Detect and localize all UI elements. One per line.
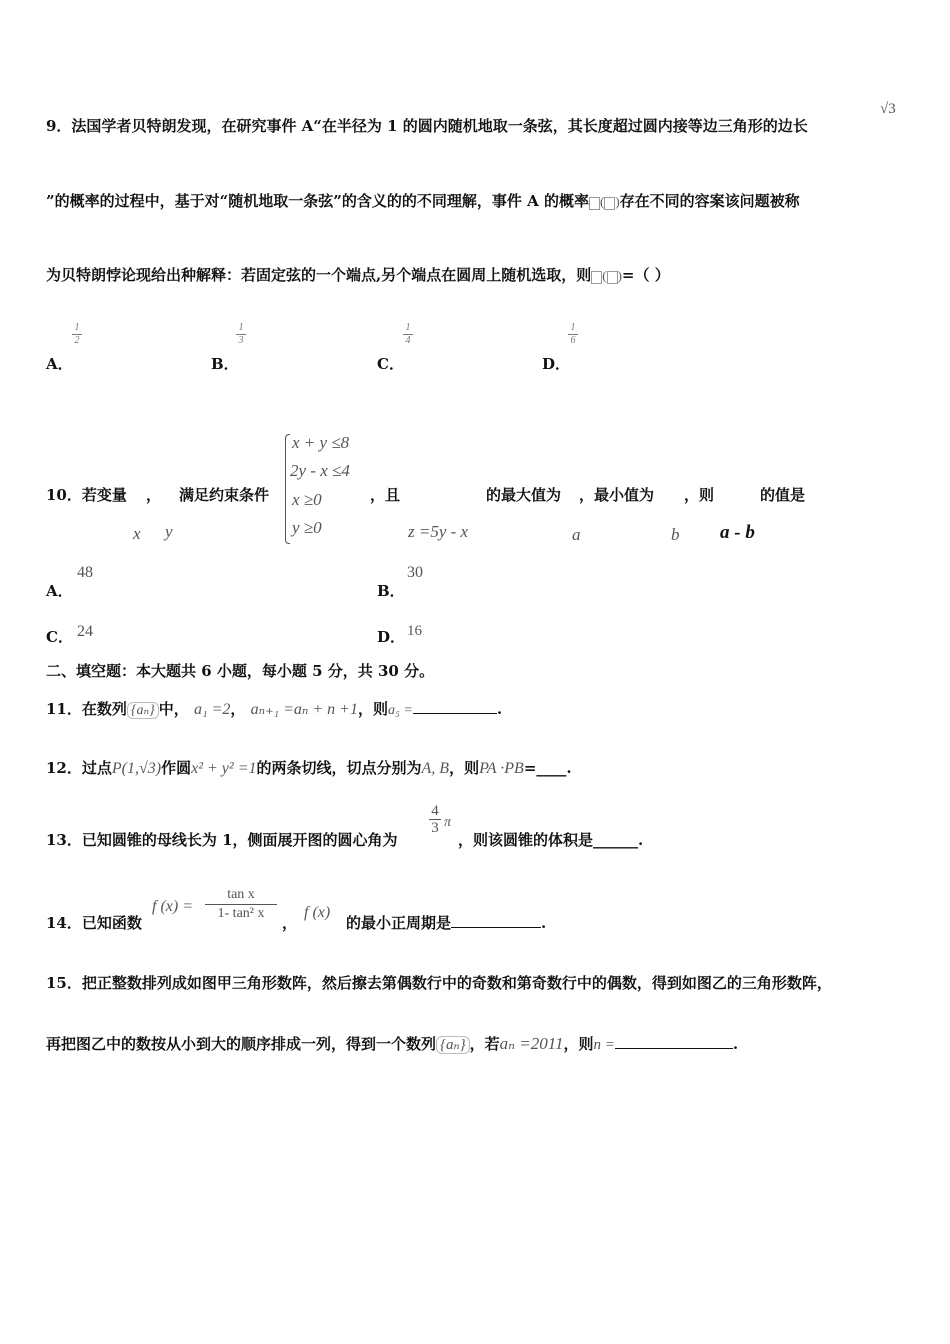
constraint-3: x ≥0 bbox=[292, 490, 322, 509]
q12-mid3: ，则 bbox=[449, 759, 480, 777]
q9-option-a-fraction bbox=[72, 323, 82, 346]
q12-end: =____. bbox=[523, 759, 572, 777]
q9-line3a: 为贝特朗悖论现给出种解释：若固定弦的一个端点,另个端点在圆周上随机选取，则 bbox=[46, 266, 592, 284]
probability-placeholder-icon: ( ) bbox=[589, 194, 620, 209]
q10-mid4: ，最小值为 bbox=[579, 486, 655, 504]
q9-option-d-fraction bbox=[568, 323, 578, 346]
q15-end: . bbox=[732, 1035, 739, 1053]
q11-a1: a₁ =2 bbox=[194, 701, 231, 718]
q9-line3 bbox=[46, 264, 670, 285]
q10-mid1: 满足约束条件 bbox=[179, 486, 270, 504]
q15-answer-blank[interactable] bbox=[615, 1048, 733, 1049]
q10-var-a: a bbox=[572, 525, 581, 544]
probability-placeholder-icon: ( ) bbox=[591, 268, 622, 283]
q13-suffix: ，则该圆锥的体积是______. bbox=[458, 831, 644, 849]
q10-mid3: 的最大值为 bbox=[486, 486, 562, 504]
q11-seq: {aₙ} bbox=[127, 702, 159, 719]
q9-option-d-den: 6 bbox=[570, 335, 576, 346]
q11-comma: ， bbox=[230, 700, 246, 718]
q10-var-x: x bbox=[133, 524, 141, 543]
q12-points: A, B bbox=[421, 760, 450, 777]
q12-mid2: 的两条切线，切点分别为 bbox=[256, 759, 422, 777]
q11-recurrence: aₙ₊₁ =aₙ + n +1 bbox=[250, 701, 358, 718]
q10-option-d-label: D． bbox=[377, 628, 406, 646]
q14-den: 1- tan² x bbox=[217, 906, 265, 921]
q9-line1 bbox=[46, 115, 808, 136]
q14-num: tan x bbox=[227, 887, 255, 902]
q15-line1: 15．把正整数排列成如图甲三角形数阵，然后擦去第偶数行中的奇数和第奇数行中的偶数，得到如图乙的三角形数阵， bbox=[46, 974, 832, 992]
q10-option-b-label: B． bbox=[377, 582, 405, 600]
q10-option-c-label: C． bbox=[46, 628, 73, 646]
sqrt3-formula: √3 bbox=[880, 101, 896, 117]
q12-line bbox=[46, 757, 572, 778]
q11-end: . bbox=[496, 700, 503, 718]
q11-prefix: 11．在数列 bbox=[46, 700, 127, 718]
q9-line2b: 存在不同的容案该问题被称 bbox=[619, 192, 800, 210]
q10-prefix: 10．若变量 bbox=[46, 486, 127, 504]
q12-dot-product: PA ·PB bbox=[479, 760, 524, 777]
q14-suffix-line bbox=[346, 912, 546, 933]
q12-prefix: 12．过点 bbox=[46, 759, 112, 777]
q9-option-b-den: 3 bbox=[238, 335, 244, 346]
q13-den: 3 bbox=[431, 820, 439, 836]
q9-line3b: =（ ） bbox=[621, 266, 670, 284]
q9-option-b-label: B． bbox=[211, 355, 239, 373]
q14-f-label: f (x) = bbox=[152, 898, 193, 915]
q12-circle: x² + y² =1 bbox=[191, 760, 257, 777]
q9-option-a-label: A． bbox=[46, 355, 73, 373]
q11-answer-blank[interactable] bbox=[413, 713, 497, 714]
q10-mid6: 的值是 bbox=[760, 486, 806, 504]
q10-mid5: ，则 bbox=[684, 486, 715, 504]
q13-prefix: 13．已知圆锥的母线长为 1，侧面展开图的圆心角为 bbox=[46, 831, 398, 849]
q9-option-a-den: 2 bbox=[74, 335, 80, 346]
q9-option-b-num: 1 bbox=[238, 322, 244, 333]
constraint-1: x + y ≤8 bbox=[292, 433, 350, 452]
q10-option-a-label: A． bbox=[46, 582, 73, 600]
q9-option-c-label: C． bbox=[377, 355, 404, 373]
q9-option-d-num: 1 bbox=[570, 322, 576, 333]
q14-fraction bbox=[205, 886, 277, 923]
q9-option-c-num: 1 bbox=[405, 322, 411, 333]
q10-var-y: y bbox=[165, 522, 173, 541]
q10-mid2: ，且 bbox=[370, 486, 401, 504]
q15-condition: aₙ =2011 bbox=[499, 1034, 564, 1053]
q10-objective: z =5y - x bbox=[408, 522, 469, 541]
q13-num: 4 bbox=[431, 803, 439, 819]
constraint-2: 2y - x ≤4 bbox=[290, 461, 350, 480]
q9-option-c-den: 4 bbox=[405, 335, 411, 346]
q15-line2a: 再把图乙中的数按从小到大的顺序排成一列，得到一个数列 bbox=[46, 1035, 437, 1053]
q14-mid: ， bbox=[282, 914, 298, 932]
q14-prefix: 14．已知函数 bbox=[46, 914, 142, 932]
constraint-4: y ≥0 bbox=[292, 518, 322, 537]
q9-line2 bbox=[46, 190, 800, 211]
q9-option-a-num: 1 bbox=[74, 322, 80, 333]
q14-answer-blank[interactable] bbox=[451, 927, 541, 928]
q11-a5: a₅ = bbox=[388, 703, 413, 718]
q9-line2a: ”的概率的过程中，基于对“随机地取一条弦”的含义的的不同理解，事件 A 的概率 bbox=[46, 192, 589, 210]
q15-line2b: ，若 bbox=[469, 1035, 500, 1053]
q10-comma: ， bbox=[146, 486, 162, 504]
q10-option-d-value: 16 bbox=[407, 623, 422, 639]
q9-line1-text: 9．法国学者贝特朗发现，在研究事件 A“在半径为 1 的圆内随机地取一条弦，其长度超过圆内接等边三角形的边长 bbox=[46, 117, 808, 135]
q10-option-a-value: 48 bbox=[77, 564, 93, 581]
q10-var-b: b bbox=[671, 525, 680, 544]
q12-point: P(1,√3) bbox=[111, 760, 162, 777]
q9-option-d-label: D． bbox=[542, 355, 571, 373]
q13-pi: π bbox=[444, 815, 452, 830]
q14-end: . bbox=[541, 914, 547, 932]
q10-a-minus-b: a - b bbox=[720, 522, 755, 543]
q15-line2 bbox=[46, 1033, 738, 1054]
constraint-brace-icon bbox=[285, 434, 290, 544]
q10-option-b-value: 30 bbox=[407, 564, 423, 581]
q9-option-c-fraction bbox=[403, 323, 413, 346]
q11-mid2: ，则 bbox=[357, 700, 388, 718]
q11-line bbox=[46, 698, 502, 719]
q10-option-c-value: 24 bbox=[77, 623, 93, 640]
q15-seq: {aₙ} bbox=[436, 1036, 470, 1054]
q14-f2: f (x) bbox=[304, 904, 331, 921]
q11-mid1: 中， bbox=[158, 700, 189, 718]
q15-line2c: ，则 bbox=[563, 1035, 594, 1053]
q14-suffix: 的最小正周期是 bbox=[346, 914, 452, 932]
q13-fraction bbox=[429, 803, 441, 836]
q15-n: n = bbox=[593, 1037, 615, 1053]
section-heading: 二、填空题：本大题共 6 小题，每小题 5 分，共 30 分。 bbox=[46, 662, 435, 680]
q9-option-b-fraction bbox=[236, 323, 246, 346]
q12-mid1: 作圆 bbox=[161, 759, 192, 777]
